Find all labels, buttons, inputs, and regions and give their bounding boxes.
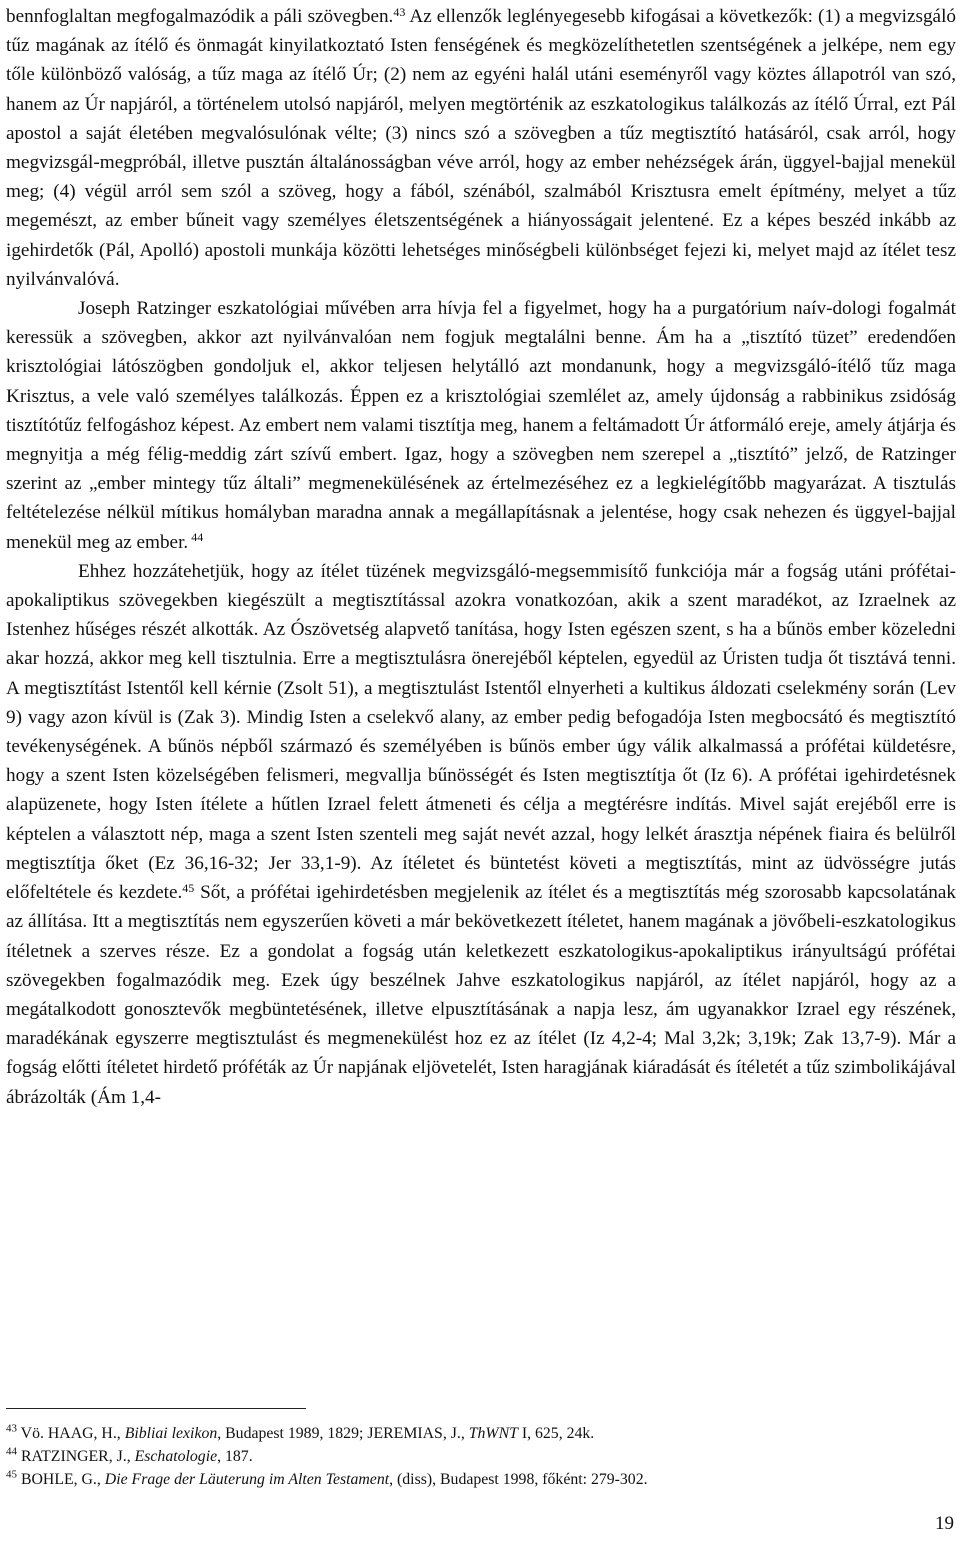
work-title: Eschatologie — [134, 1448, 218, 1465]
footnote-text: , 187. — [217, 1448, 253, 1465]
footnote-text: I, 625, 24k. — [517, 1425, 595, 1442]
footnote-text: , G., — [73, 1471, 105, 1488]
author-name: EREMIAS — [373, 1425, 443, 1442]
footnote-text: , (diss), Budapest 1998, főként: 279-302. — [389, 1471, 648, 1488]
work-title: Bibliai lexikon — [124, 1425, 218, 1442]
body-text — [6, 2, 956, 1112]
footnote-44 — [6, 1445, 956, 1468]
paragraph-1-text-rest: Az ellenzők leglényegesebb kifogásai a következők: (1) a megvizsgáló tűz magának az ítélő és önmagát kinyilatkoztató Isten fenségének és megközelíthetetlen szentségének a jelképe, nem egy tőle különböző valóság, a tűz maga az ítélő Úr; (2) nem az egyéni halál utáni eseményről vagy köztes állapotról van szó, hanem az Úr napjáról, a történelem utolsó napjáról, melyen megtörténik az eszkatologikus találkozás az ítélő Úrral, ezt Pál apostol a saját életében megvalósulónak vélte; (3) nincs szó a szövegben a tűz megtisztító hatásáról, csak arról, hogy megvizsgál-megpróbál, illetve pusztán általánosságban véve arról, hogy az ember nehézségek árán, üggyel-bajjal menekül meg; (4) végül arról sem szól a szöveg, hogy a fából, szénából, szalmából Krisztusra emelt építmény, melyet a tűz megemészt, az ember bűneit vagy személyes életszentségének a hiányosságait jelentené. Ez a képes beszéd inkább az igehirdetők (Pál, Apolló) apostoli munkája közötti lehetséges minőségbeli különbséget fejezi ki, melyet majd az ítélet tesz nyilvánvalóvá. — [6, 6, 956, 290]
paragraph-3-text-start: Ehhez hozzátehetjük, hogy az ítélet tüzének megvizsgáló-megsemmisítő funkciója már a fogság utáni prófétai-apokaliptikus szövegekben kiegészült a megtisztítással azokra vonatkozóan, akik a szent maradékot, az Izraelnek az Istenhez hűséges részét alkották. Az Ószövetség alapvető tanítása, hogy Isten egészen szent, s ha a bűnös ember közeledni akar hozzá, akkor meg kell tisztulnia. Erre a megtisztulásra önerejéből képtelen, egyedül az Úristen tudja őt tisztává tenni. A megtisztítást Istentől kell kérnie (Zsolt 51), a megtisztulást Istentől elnyerheti a kultikus áldozati cselekmény során (Lev 9) vagy azon kívül is (Zak 3). Mindig Isten a cselekvő alany, az ember pedig befogadója Isten megbocsátó és megtisztító tevékenységének. A bűnös népből származó és személyében is bűnös ember úgy válik alkalmassá a prófétai küldetésre, hogy a szent Isten közelségében felismeri, megvallja bűnösségét és Isten megtisztítja őt (Iz 6). A prófétai igehirdetésnek alapüzenete, hogy Isten ítélete a hűtlen Izrael felett átmeneti és célja a megtérésre indítás. Mivel saját erejéből erre is képtelen a választott nép, maga a szent Isten szenteli meg saját nevét azzal, hogy lelkét árasztja népének fiaira és belülről megtisztítja őket (Ez 36,16-32; Jer 33,1-9). Az ítéletet és büntetést követi a megtisztítás, mint az üdvösségre jutás előfeltétele és kezdete. — [6, 560, 956, 904]
author-name: OHLE — [31, 1471, 74, 1488]
footnote-text: , H., — [93, 1425, 125, 1442]
footnote-number: 45 — [6, 1468, 17, 1481]
footnote-number: 44 — [6, 1445, 17, 1458]
footnote-ref-43[interactable]: 43 — [393, 4, 406, 19]
paragraph-1 — [6, 2, 956, 294]
author-name: B — [20, 1471, 32, 1488]
footnotes — [6, 1422, 956, 1491]
paragraph-1-text-start: bennfoglaltan megfogalmazódik a páli szövegben. — [6, 6, 394, 27]
footnote-text: Vö. — [17, 1425, 48, 1442]
author-name: AAG — [59, 1425, 94, 1442]
footnote-ref-44[interactable]: 44 — [188, 530, 204, 545]
paragraph-3 — [6, 557, 956, 1112]
footnote-text: , J., — [108, 1448, 135, 1465]
footnote-separator — [6, 1408, 306, 1409]
footnote-text: , Budapest 1989, 1829; — [217, 1425, 368, 1442]
paragraph-3-text-rest: Sőt, a prófétai igehirdetésben megjelenik az ítélet és a megtisztítás még szorosabb kapcsolatának az állítása. Itt a megtisztítás nem egyszerűen követi a már bekövetkezett ítéletet, hanem magának a jövőbeli-eszkatologikus ítéletnek a szerves része. Ez a gondolat a fogság után keletkezett eszkatologikus-apokaliptikus irányultságú prófétai szövegekben fogalmazódik meg. Ezek úgy beszélnek Jahve eszkatologikus napjáról, az ítélet napjáról, hogy az a megátalkodott gonosztevők megbüntetésének, illetve elpusztításának a napja lesz, ám ugyanakkor Izrael egy részének, maradékának egyszerre megtisztulást és megmenekülést hoz ez az ítélet (Iz 4,2-4; Mal 3,2k; 3,19k; Zak 13,7-9). Már a fogság előtti ítéletet hirdető próféták az Úr napjának eljövetelét, Isten haragjának kiáradását és ítéletét a tűz szimbolikájával ábrázolták (Ám 1,4- — [6, 882, 956, 1108]
author-name: J — [367, 1425, 374, 1442]
footnote-ref-45[interactable]: 45 — [182, 880, 195, 895]
work-title: Die Frage der Läuterung im Alten Testament — [104, 1471, 390, 1488]
author-name: H — [47, 1425, 60, 1442]
footnote-45 — [6, 1468, 956, 1491]
author-name: R — [20, 1448, 32, 1465]
footnote-text: , J., — [442, 1425, 469, 1442]
footnote-43 — [6, 1422, 956, 1445]
page-number: 19 — [935, 1513, 954, 1534]
author-name: ATZINGER — [31, 1448, 109, 1465]
work-title: ThWNT — [468, 1425, 518, 1442]
paragraph-2 — [6, 294, 956, 557]
paragraph-2-text: Joseph Ratzinger eszkatológiai művében arra hívja fel a figyelmet, hogy ha a purgatórium naív-dologi fogalmát keressük a szövegben, akkor azt nyilvánvalóan nem fogjuk megtalálni benne. Ám ha a „tisztító tüzet” eredendően krisztológiai látószögben gondoljuk el, akkor teljesen helytálló azt mondanunk, hogy a megvizsgáló-ítélő tűz maga Krisztus, a vele való személyes találkozás. Éppen ez a krisztológiai szemlélet az, amely újdonság a rabbinikus zsidóság tisztítótűz felfogáshoz képest. Az embert nem valami tisztítja meg, hanem a feltámadott Úr átformáló ereje, amely átjárja és megnyitja a még félig-meddig zárt szívű embert. Igaz, hogy a szövegben nem szerepel a „tisztító” jelző, de Ratzinger szerint az „ember mintegy tűz általi” megmenekülésének az értelmezéséhez ez a legkielégítőbb magyarázat. A tisztulás feltételezése nélkül mítikus homályban maradna annak a megállapításnak a jelentése, hogy csak nehezen és üggyel-bajjal menekül meg az ember. — [6, 298, 956, 553]
footnote-number: 43 — [6, 1422, 17, 1435]
